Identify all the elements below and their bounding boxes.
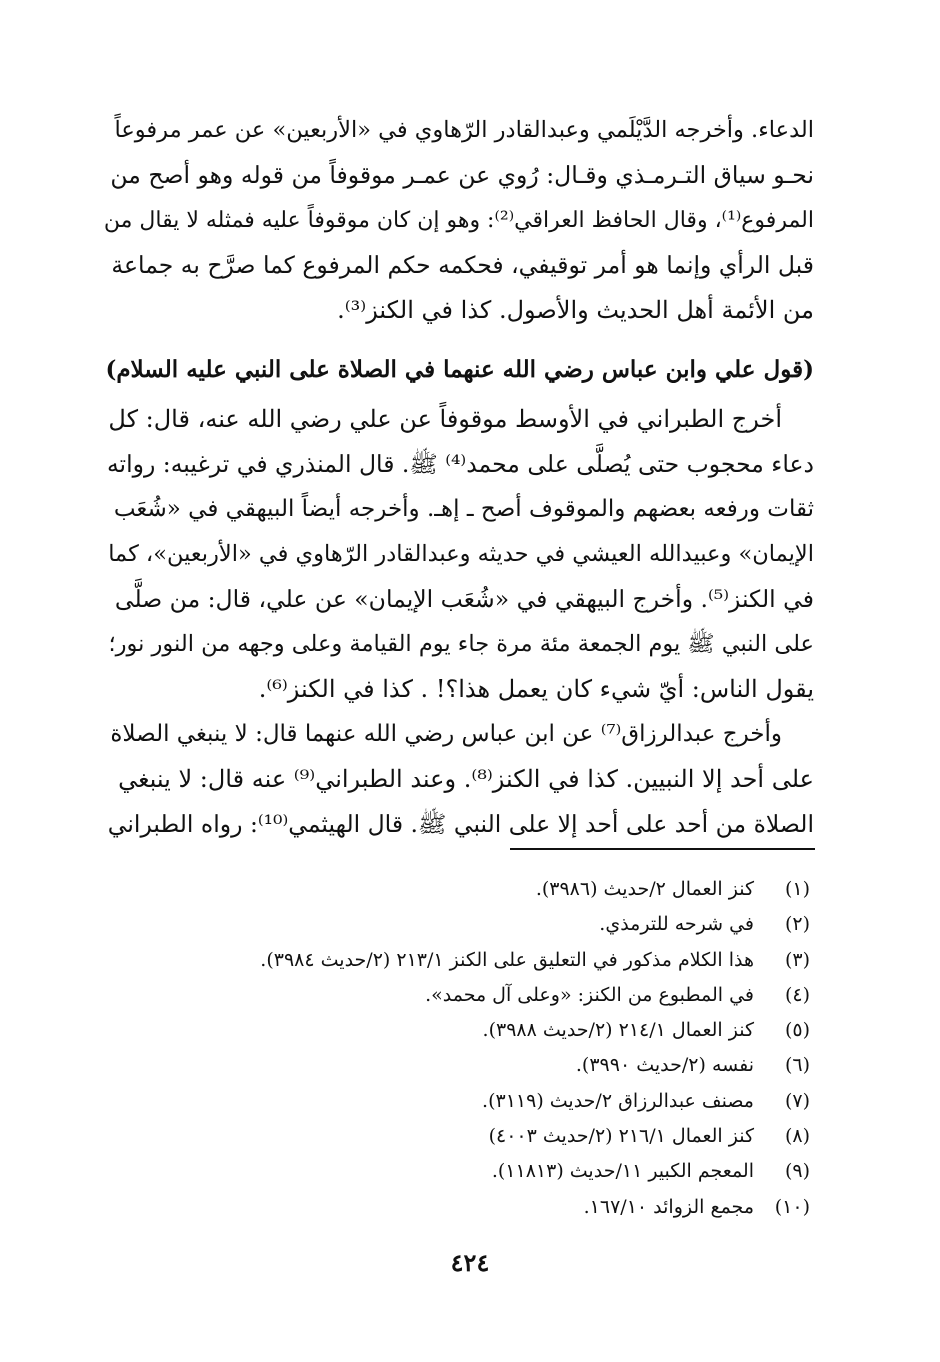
footnote-text: كنز العمال ٢١٤/١ (٢/حديث ٣٩٨٨). xyxy=(482,1019,754,1042)
page-number: ٤٢٤ xyxy=(450,1248,490,1277)
footnote xyxy=(150,1084,810,1119)
footnote-text: نفسه (٢/حديث ٣٩٩٠). xyxy=(575,1054,754,1077)
footnote-number: (٩) xyxy=(784,1160,810,1183)
text-line: الصلاة من أحد على أحد إلا على النبي ﷺ. قال الهيثمي⁽¹⁰⁾: رواه الطبراني xyxy=(107,810,814,838)
text-line: الإيمان» وعبيدالله العيشي في حديثه وعبدالقادر الرّهاوي في «الأربعين»، كما xyxy=(108,541,814,567)
footnote-number: (٧) xyxy=(784,1089,810,1112)
text-line: من الأئمة أهل الحديث والأصول. كذا في الكنز⁽³⁾. xyxy=(337,296,814,324)
footnote-number: (٤) xyxy=(784,983,810,1006)
text-line: وأخرج عبدالرزاق⁽⁷⁾ عن ابن عباس رضي الله عنهما قال: لا ينبغي الصلاة xyxy=(110,721,782,747)
footnote xyxy=(150,1154,810,1189)
footnote-number: (٥) xyxy=(784,1019,810,1042)
footnote-number: (١) xyxy=(784,878,810,900)
text-line: قبل الرأي وإنما هو أمر توقيفي، فحكمه حكم المرفوع كما صرَّح به جماعة xyxy=(111,251,814,279)
footnote-text: مصنف عبدالرزاق ٢/حديث (٣١١٩). xyxy=(482,1089,754,1112)
footnote-number: (٢) xyxy=(784,913,810,936)
footnote xyxy=(150,978,810,1013)
footnote-number: (٨) xyxy=(784,1125,810,1148)
footnote-number: (٦) xyxy=(784,1054,810,1077)
footnote-number: (٣) xyxy=(784,948,810,971)
text-line: ثقات ورفعه بعضهم والموقوف أصح ـ إهـ. وأخرجه أيضاً البيهقي في «شُعَب xyxy=(113,496,814,522)
footnote xyxy=(150,943,810,978)
text-line: في الكنز⁽⁵⁾. وأخرج البيهقي في «شُعَب الإيمان» عن علي، قال: من صلَّى xyxy=(114,585,814,613)
text-line: المرفوع⁽¹⁾، وقال الحافظ العراقي⁽²⁾: وهو إن كان موقوفاً عليه فمثله لا يقال من xyxy=(104,208,814,233)
footnote-text: المعجم الكبير ١١/حديث (١١٨١٣). xyxy=(491,1160,754,1183)
text-line: على النبي ﷺ يوم الجمعة مئة مرة جاء يوم القيامة وعلى وجهه من النور نور؛ xyxy=(108,631,814,657)
footnote xyxy=(150,872,810,907)
footnote-text: كنز العمال ٢/حديث (٣٩٨٦). xyxy=(535,878,754,900)
footnote-text: في شرحه للترمذي. xyxy=(599,913,754,936)
text-line: يقول الناس: أيّ شيء كان يعمل هذا؟! . كذا في الكنز⁽⁶⁾. xyxy=(258,675,814,703)
footnote-divider xyxy=(510,848,815,850)
section-heading: (قول علي وابن عباس رضي الله عنهما في الصلاة على النبي عليه السلام) xyxy=(105,356,814,383)
text-line: نحـو سياق التـرمـذي وقـال: رُوي عن عمـر موقوفاً من قوله وهو أصح من xyxy=(110,161,814,189)
text-line: على أحد إلا النبيين. كذا في الكنز⁽⁸⁾. وعند الطبراني⁽⁹⁾ عنه قال: لا ينبغي xyxy=(118,765,814,793)
footnote xyxy=(150,1013,810,1048)
text-line: دعاء محجوب حتى يُصلَّى على محمد⁽⁴⁾ ﷺ. قال المنذري في ترغيبه: رواته xyxy=(106,450,814,478)
main-text xyxy=(104,108,814,847)
footnote-text: كنز العمال ٢١٦/١ (٢/حديث ٤٠٠٣) xyxy=(488,1125,754,1148)
footnote xyxy=(150,1119,810,1154)
text-line: أخرج الطبراني في الأوسط موقوفاً عن علي رضي الله عنه، قال: كل xyxy=(108,405,782,433)
footnote xyxy=(150,1048,810,1083)
text-line: الدعاء. وأخرجه الدَّيْلَمي وعبدالقادر الرّهاوي في «الأربعين» عن عمر مرفوعاً xyxy=(114,117,814,143)
footnote-text: هذا الكلام مذكور في التعليق على الكنز ٢١٣/١ (٢/حديث ٣٩٨٤). xyxy=(260,948,754,971)
footnote-text: مجمع الزوائد ١٦٧/١٠. xyxy=(583,1195,754,1218)
footnote-number: (١٠) xyxy=(774,1195,810,1218)
footnotes xyxy=(150,872,810,1225)
footnote-text: في المطبوع من الكنز: «وعلى آل محمد». xyxy=(425,983,754,1006)
footnote xyxy=(150,907,810,942)
footnote xyxy=(150,1190,810,1225)
